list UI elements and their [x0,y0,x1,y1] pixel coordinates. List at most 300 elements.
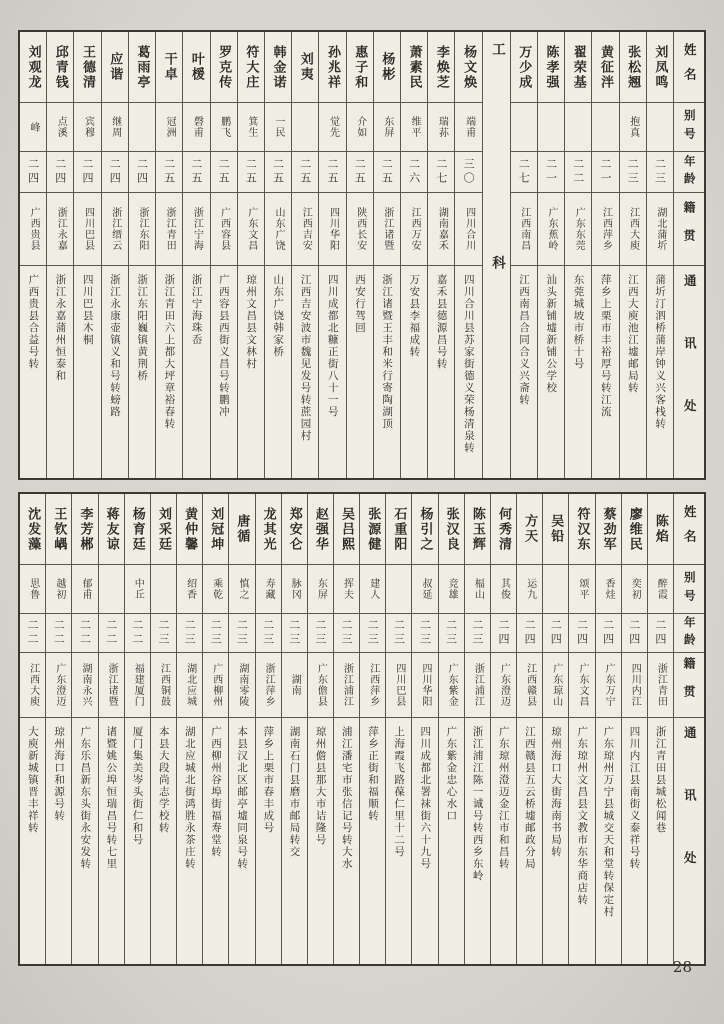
person-age: 二三 [465,614,490,653]
person-native: 浙江浦江 [465,653,490,718]
person-name: 杨文焕 [455,32,481,103]
person-name: 石重阳 [386,494,411,565]
person-byname: 抱真 [620,103,646,152]
person-native: 湖南嘉禾 [428,193,454,266]
person-address: 广西贵县合益号转 [27,274,40,370]
person-column [176,494,202,964]
person-age: 二五 [238,152,264,193]
person-native: 江西萍乡 [360,653,385,718]
person-column [237,32,264,478]
person-name: 赵强华 [308,494,333,565]
person-byname: 竞雄 [439,565,464,614]
person-byname: 冠洲 [156,103,182,152]
person-native: 浙江青田 [156,193,182,266]
person-native: 浙江诸暨 [374,193,400,266]
person-native: 江西吉安 [292,193,318,266]
person-name: 李焕芝 [428,32,454,103]
person-address: 大庾新城镇晋丰祥转 [26,726,39,834]
person-address: 琼州海口大街海南书局转 [550,726,563,858]
person-column [20,494,45,964]
person-name: 杨育廷 [125,494,150,565]
person-age: 二三 [647,152,673,193]
person-age: 二三 [282,614,307,653]
person-column [255,494,281,964]
person-native: 四川巴县 [386,653,411,718]
person-native: 广西柳州 [203,653,228,718]
person-age: 二三 [177,614,202,653]
person-native: 湖南永兴 [72,653,97,718]
person-native: 广东琼山 [543,653,568,718]
person-age: 二七 [511,152,537,193]
person-column [464,494,490,964]
person-address: 广西柳州谷埠街福寿堂转 [210,726,223,858]
person-name: 叶楥 [183,32,209,103]
person-byname: 运九 [517,565,542,614]
person-byname: 脉冈 [282,565,307,614]
person-name: 萧素民 [401,32,427,103]
person-address: 浙江宁海珠岙 [190,274,203,346]
person-name: 刘采廷 [151,494,176,565]
person-address: 汕头新铺墟新铺公学校 [545,274,558,394]
person-native: 湖南 [282,653,307,718]
person-native: 江西万安 [401,193,427,266]
header-age: 年龄 [674,152,704,193]
person-byname [151,565,176,614]
person-native: 广东东莞 [565,193,591,266]
person-byname [386,565,411,614]
person-native: 四川内江 [622,653,647,718]
header-address: 通讯处 [674,718,704,964]
person-native: 陕西长安 [347,193,373,266]
roster-table-continued [18,492,706,966]
person-native: 广西贵县 [20,193,46,266]
person-native: 广东紫金 [439,653,464,718]
person-name: 黄仲馨 [177,494,202,565]
person-address: 琼州海口和源号转 [53,726,66,822]
person-address: 山东广饶韩家桥 [272,274,285,358]
person-address: 浦江潘宅市张信记号转大水 [340,726,353,870]
person-column [542,494,568,964]
person-column [385,494,411,964]
person-column [595,494,621,964]
person-address: 上海霞飞路葆仁里十二号 [393,726,406,858]
person-age: 二四 [569,614,594,653]
person-byname: 峰 [20,103,46,152]
person-column [490,494,516,964]
person-byname: 醉霞 [648,565,673,614]
person-byname: 绍香 [177,565,202,614]
person-name: 符汉东 [569,494,594,565]
person-age: 二一 [538,152,564,193]
person-column [45,494,71,964]
person-name: 陈孝强 [538,32,564,103]
person-age: 二五 [347,152,373,193]
person-address: 四川巴县木桐 [81,274,94,346]
person-age: 二三 [620,152,646,193]
person-name: 沈发藻 [20,494,45,565]
person-address: 万安县李福成转 [408,274,421,358]
person-column [98,494,124,964]
person-native: 广东澄迈 [491,653,516,718]
person-column [373,32,400,478]
person-age: 二三 [203,614,228,653]
person-name: 杨彬 [374,32,400,103]
person-age: 二五 [211,152,237,193]
person-address: 浙江永嘉蒲州恒泰和 [54,274,67,382]
person-column [202,494,228,964]
person-byname: 觉先 [319,103,345,152]
person-age: 二三 [386,614,411,653]
person-name: 韩金诺 [265,32,291,103]
header-name: 姓名 [674,494,704,565]
person-native: 四川华阳 [319,193,345,266]
person-address: 四川合川县苏家街德义荣杨清泉转 [462,274,475,454]
person-address: 湖南石门县磨市邮局转交 [288,726,301,858]
person-column [537,32,564,478]
person-address: 萍乡正街和福顺转 [366,726,379,822]
person-age: 二一 [592,152,618,193]
person-age: 二三 [229,614,254,653]
person-address: 广东乐昌新东头街永安发转 [79,726,92,870]
person-byname: 箕生 [238,103,264,152]
person-name: 应谐 [102,32,128,103]
person-address: 四川成都北署袜街六十九号 [419,726,432,870]
person-native: 湖北蒲圻 [647,193,673,266]
person-column [124,494,150,964]
person-address: 江西大庾池江墟邮局转 [626,274,639,394]
person-address: 浙江青田六上都大坪章裕春转 [163,274,176,430]
person-native: 浙江青田 [648,653,673,718]
person-age: 二三 [334,614,359,653]
person-column [73,32,100,478]
person-address: 四川内江县南街义泰祥号转 [628,726,641,870]
person-age: 二四 [74,152,100,193]
person-address: 蒲圻汀泗桥蒲岸钟义兴客栈转 [654,274,667,430]
person-address: 东莞城坡市桥十号 [572,274,585,370]
person-column [150,494,176,964]
person-native: 湖北应城 [177,653,202,718]
roster-table-engineering [18,30,706,480]
person-byname: 楅山 [465,565,490,614]
person-native: 广东儋县 [308,653,333,718]
person-column [564,32,591,478]
person-address: 西安行驾回 [353,274,366,334]
person-column [46,32,73,478]
person-age: 二三 [308,614,333,653]
person-name: 孙兆祥 [319,32,345,103]
person-column [155,32,182,478]
person-native: 广东蕉岭 [538,193,564,266]
person-age: 二七 [428,152,454,193]
person-byname: 东屏 [374,103,400,152]
person-column [438,494,464,964]
person-address: 广西容县西街义昌号转鹏冲 [217,274,230,418]
person-address: 江西赣县五云桥墟邮政分局 [523,726,536,870]
person-address: 萍乡上栗市丰裕厚号转江流 [599,274,612,418]
person-name: 符大庄 [238,32,264,103]
person-byname: 瑞荪 [428,103,454,152]
person-column [427,32,454,478]
person-name: 张松翘 [620,32,646,103]
section-label: 工科 [488,41,505,469]
person-address: 江西南昌合同合义兴斋转 [518,274,531,406]
person-name: 郑安仑 [282,494,307,565]
person-address: 浙江诸暨王丰和米行寄陶湖顶 [381,274,394,430]
person-byname: 中丘 [125,565,150,614]
person-column [20,32,46,478]
person-native: 广东文昌 [238,193,264,266]
person-age: 二三 [256,614,281,653]
person-name: 廖维民 [622,494,647,565]
person-name: 吴铅 [543,494,568,565]
person-column [182,32,209,478]
person-age: 二五 [374,152,400,193]
person-byname [565,103,591,152]
person-byname [592,103,618,152]
person-byname: 介如 [347,103,373,152]
person-byname: 继周 [102,103,128,152]
person-age: 二四 [622,614,647,653]
person-column [568,494,594,964]
person-native: 浙江宁海 [183,193,209,266]
header-age: 年龄 [674,614,704,653]
person-name: 刘夷 [292,32,318,103]
person-age: 二二 [125,614,150,653]
person-native: 江西铜鼓 [151,653,176,718]
person-address: 浙江浦江陈一诚号转西乡东岭 [471,726,484,882]
person-column [318,32,345,478]
person-byname [99,565,124,614]
person-age: 二四 [102,152,128,193]
person-column [454,32,481,478]
person-age: 二六 [401,152,427,193]
person-name: 王德清 [74,32,100,103]
person-age: 二二 [46,614,71,653]
person-column [621,494,647,964]
person-native: 江西大庾 [620,193,646,266]
person-name: 刘凤鸣 [647,32,673,103]
person-age: 二二 [565,152,591,193]
person-byname [129,103,155,152]
header-address: 通讯处 [674,266,704,478]
person-age: 二五 [183,152,209,193]
person-age: 二二 [72,614,97,653]
person-native: 浙江萍乡 [256,653,281,718]
person-name: 葛雨亭 [129,32,155,103]
person-address: 广东琼州万宁县城交天和堂转保定村 [602,726,615,918]
person-column [346,32,373,478]
header-native-place: 籍贯 [674,193,704,266]
person-name: 方天 [517,494,542,565]
person-column [646,32,673,478]
header-native-place: 籍贯 [674,653,704,718]
person-name: 罗克传 [211,32,237,103]
person-native: 江西大庾 [20,653,45,718]
person-column [411,494,437,964]
person-age: 三〇 [455,152,481,193]
person-age: 二四 [517,614,542,653]
person-column [359,494,385,964]
person-name: 张汉良 [439,494,464,565]
person-address: 湖北应城北街鸿胜永茶庄转 [183,726,196,870]
person-age: 二五 [265,152,291,193]
person-name: 翟荣基 [565,32,591,103]
person-native: 四川巴县 [74,193,100,266]
person-native: 广东文昌 [569,653,594,718]
person-native: 浙江缙云 [102,193,128,266]
person-byname: 颂平 [569,565,594,614]
person-address: 诸暨姚公埠恒瑞昌号转七里 [105,726,118,870]
person-native: 福建厦门 [125,653,150,718]
person-native: 江西萍乡 [592,193,618,266]
person-column [210,32,237,478]
header-name: 姓名 [674,32,704,103]
person-age: 二四 [648,614,673,653]
person-byname [647,103,673,152]
person-byname: 宾穆 [74,103,100,152]
person-byname: 慎之 [229,565,254,614]
person-native: 广西容县 [211,193,237,266]
person-address: 萍乡上栗市春丰成号 [262,726,275,834]
person-address: 琼州儋县那大市诘隆号 [314,726,327,846]
person-column [281,494,307,964]
person-byname: 建人 [360,565,385,614]
person-name: 吴吕熙 [334,494,359,565]
person-column [307,494,333,964]
person-name: 唐循 [229,494,254,565]
person-column [516,494,542,964]
person-byname [511,103,537,152]
person-name: 惠子和 [347,32,373,103]
person-column [101,32,128,478]
person-address: 浙江永康壶镇义和号转螃路 [108,274,121,418]
header-byname: 别号 [674,565,704,614]
person-native: 四川华阳 [412,653,437,718]
person-age: 二三 [412,614,437,653]
person-native: 浙江浦江 [334,653,359,718]
person-address: 四川成都北糠正街八十一号 [326,274,339,418]
person-age: 二四 [543,614,568,653]
person-native: 浙江诸暨 [99,653,124,718]
person-byname: 乘乾 [203,565,228,614]
person-age: 二四 [47,152,73,193]
person-name: 何秀清 [491,494,516,565]
person-age: 二四 [20,152,46,193]
person-name: 陈玉辉 [465,494,490,565]
person-name: 干卓 [156,32,182,103]
person-byname: 越初 [46,565,71,614]
person-column [400,32,427,478]
person-byname [543,565,568,614]
person-age: 二三 [151,614,176,653]
person-native: 江西赣县 [517,653,542,718]
person-byname: 叔延 [412,565,437,614]
person-age: 二二 [99,614,124,653]
person-name: 张源健 [360,494,385,565]
header-byname: 别号 [674,103,704,152]
person-byname: 东屏 [308,565,333,614]
person-column [333,494,359,964]
person-age: 二四 [491,614,516,653]
person-byname: 香烓 [596,565,621,614]
person-column [264,32,291,478]
person-byname: 思鲁 [20,565,45,614]
person-name: 黄征泮 [592,32,618,103]
person-byname: 鹏飞 [211,103,237,152]
person-byname: 端甫 [455,103,481,152]
person-name: 蔡劲军 [596,494,621,565]
person-name: 杨引之 [412,494,437,565]
person-address: 广东琼州文昌县文教市东华商店转 [576,726,589,906]
person-byname: 磬甫 [183,103,209,152]
person-column [128,32,155,478]
person-byname: 挥夫 [334,565,359,614]
person-native: 江西南昌 [511,193,537,266]
person-address: 浙江青田县城松闻巷 [654,726,667,834]
person-column [619,32,646,478]
person-age: 二二 [20,614,45,653]
person-column [291,32,318,478]
person-byname: 郁甫 [72,565,97,614]
person-byname [538,103,564,152]
person-age: 二四 [129,152,155,193]
person-address: 琼州文昌县文林村 [245,274,258,370]
person-byname: 维平 [401,103,427,152]
person-byname: 奕初 [622,565,647,614]
person-address: 本县汉北区邮亭墟同泉号转 [236,726,249,870]
person-age: 二五 [319,152,345,193]
person-age: 二三 [360,614,385,653]
person-address: 本县大段尚志学校转 [157,726,170,834]
person-column [71,494,97,964]
person-name: 刘观龙 [20,32,46,103]
person-byname: 其俊 [491,565,516,614]
person-name: 陈焰 [648,494,673,565]
person-native: 浙江永嘉 [47,193,73,266]
person-native: 广东万宁 [596,653,621,718]
person-address: 厦门集美岑头街仁和号 [131,726,144,846]
page-number: 28 [672,958,692,976]
person-native: 四川合川 [455,193,481,266]
person-age: 二四 [596,614,621,653]
person-native: 广东澄迈 [46,653,71,718]
person-age: 二三 [439,614,464,653]
person-age: 二五 [292,152,318,193]
person-byname: 点溪 [47,103,73,152]
header-column [673,32,704,478]
person-address: 江西吉安波市魏见发号转蔗园村 [299,274,312,442]
person-address: 嘉禾县德源昌号转 [435,274,448,370]
person-name: 龙其光 [256,494,281,565]
person-byname [292,103,318,152]
person-column [591,32,618,478]
person-age: 二五 [156,152,182,193]
person-address: 广东紫金忠心水口 [445,726,458,822]
person-address: 广东琼州澄迈金江市和昌转 [497,726,510,870]
person-name: 王钦嵎 [46,494,71,565]
person-column [510,32,537,478]
person-name: 李芳郴 [72,494,97,565]
person-native: 湖南零陵 [229,653,254,718]
section-label-column [482,32,510,478]
person-byname: 一民 [265,103,291,152]
person-name: 万少成 [511,32,537,103]
person-byname: 寿藏 [256,565,281,614]
person-name: 刘冠坤 [203,494,228,565]
person-address: 浙江东阳巍镇黄荆桥 [136,274,149,382]
person-name: 蒋友谅 [99,494,124,565]
person-column [647,494,673,964]
